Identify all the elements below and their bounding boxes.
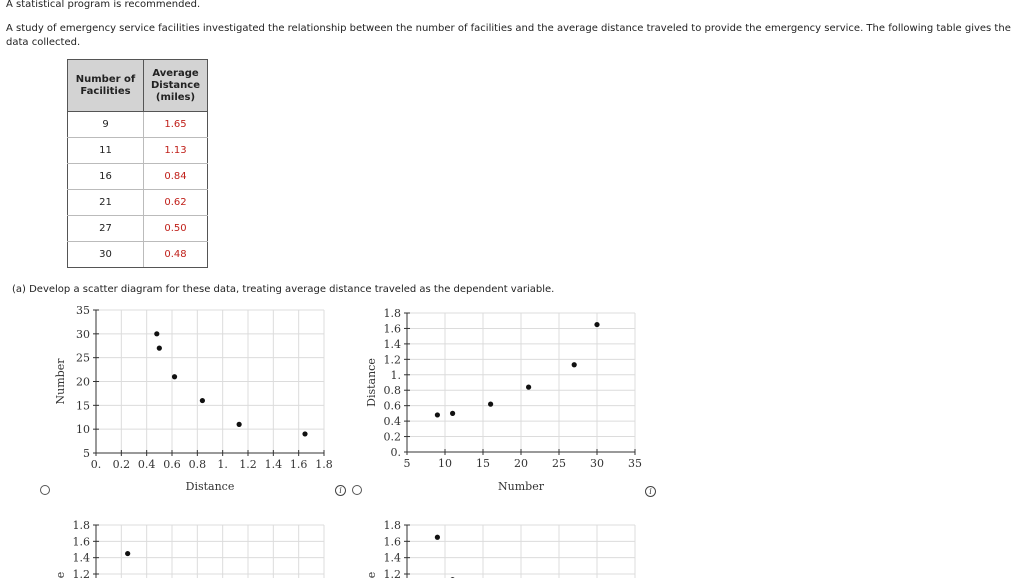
y-tick-label: 1.8: [383, 519, 401, 532]
y-tick-label: 35: [76, 304, 90, 317]
x-tick-label: 1.8: [315, 458, 333, 471]
header-line: Facilities: [80, 85, 131, 97]
option-2-radio[interactable]: [352, 485, 362, 495]
option-1-radio[interactable]: [40, 485, 50, 495]
x-tick-label: 1.6: [289, 458, 308, 471]
x-tick-label: 0.6: [163, 458, 181, 471]
x-tick-label: 20: [514, 457, 528, 470]
header-line: Number of: [75, 73, 136, 85]
y-tick-label: 0.: [390, 446, 401, 459]
header-line: (miles): [155, 91, 196, 103]
x-tick-label: 5: [403, 457, 411, 470]
data-point: [435, 535, 440, 540]
y-tick-label: 1.: [390, 368, 401, 382]
y-tick-label: 5: [83, 447, 90, 460]
facilities-cell: 21: [68, 190, 144, 216]
x-axis-title: Number: [498, 480, 544, 493]
y-tick-label: 1.4: [383, 551, 401, 565]
distance-cell: 1.13: [144, 138, 208, 164]
facilities-cell: 16: [68, 164, 144, 190]
distance-cell: 0.84: [144, 164, 208, 190]
header-line: Average: [152, 67, 199, 79]
facilities-cell: 11: [68, 138, 144, 164]
x-tick-label: 0.2: [112, 458, 131, 471]
y-tick-label: 0.8: [383, 384, 401, 398]
header-line: Distance: [150, 79, 201, 91]
x-tick-label: 10: [438, 457, 452, 470]
option-1-info-icon[interactable]: i: [335, 485, 346, 496]
x-tick-label: 25: [552, 457, 566, 470]
instruction-header: A statistical program is recommended.: [6, 0, 201, 10]
option-2-info-icon[interactable]: i: [645, 486, 656, 497]
y-tick-label: 0.4: [383, 415, 401, 429]
facilities-cell: 30: [68, 242, 144, 268]
y-tick-label: 1.6: [383, 322, 401, 336]
y-tick-label: 1.4: [72, 551, 90, 565]
x-tick-label: 0.: [90, 458, 102, 471]
x-tick-label: 1.: [217, 458, 228, 471]
distance-cell: 0.62: [144, 190, 208, 216]
y-tick-label: 1.2: [383, 568, 401, 578]
problem-intro: A study of emergency service facilities investigated the relationship between the number of facilities and the average distance traveled to provide the emergency service. The following table gives the data collected.: [6, 23, 1011, 48]
y-tick-label: 1.6: [383, 535, 401, 549]
y-tick-label: 1.2: [383, 353, 401, 367]
distance-cell: 1.65: [144, 112, 208, 138]
y-tick-label: 1.6: [72, 535, 90, 549]
y-axis-title: Distance: [365, 358, 378, 407]
y-tick-label: 25: [76, 351, 90, 365]
y-axis-title: Number: [54, 358, 67, 405]
x-tick-label: 1.2: [239, 458, 257, 471]
y-axis-title: e: [365, 571, 378, 578]
x-tick-label: 35: [628, 457, 642, 470]
y-tick-label: 1.2: [72, 568, 90, 578]
y-tick-label: 30: [76, 327, 90, 341]
part-a-prompt: (a) Develop a scatter diagram for these data, treating average distance traveled as the dependent variable.: [12, 284, 555, 295]
y-tick-label: 15: [76, 399, 90, 413]
facilities-cell: 27: [68, 216, 144, 242]
x-tick-label: 30: [590, 457, 604, 470]
y-tick-label: 1.8: [383, 307, 401, 320]
distance-cell: 0.48: [144, 242, 208, 268]
y-axis-title: e: [54, 571, 67, 578]
y-tick-label: 0.6: [383, 399, 401, 413]
x-tick-label: 0.8: [188, 458, 207, 471]
x-tick-label: 15: [476, 457, 490, 470]
x-axis-title: Distance: [185, 480, 235, 493]
distance-cell: 0.50: [144, 216, 208, 242]
y-tick-label: 10: [76, 423, 90, 437]
facilities-cell: 9: [68, 112, 144, 138]
y-tick-label: 0.2: [383, 430, 401, 444]
y-tick-label: 20: [76, 375, 90, 389]
y-tick-label: 1.8: [72, 519, 90, 532]
x-tick-label: 1.4: [264, 458, 283, 471]
y-tick-label: 1.4: [383, 337, 401, 351]
x-tick-label: 0.4: [137, 458, 156, 471]
